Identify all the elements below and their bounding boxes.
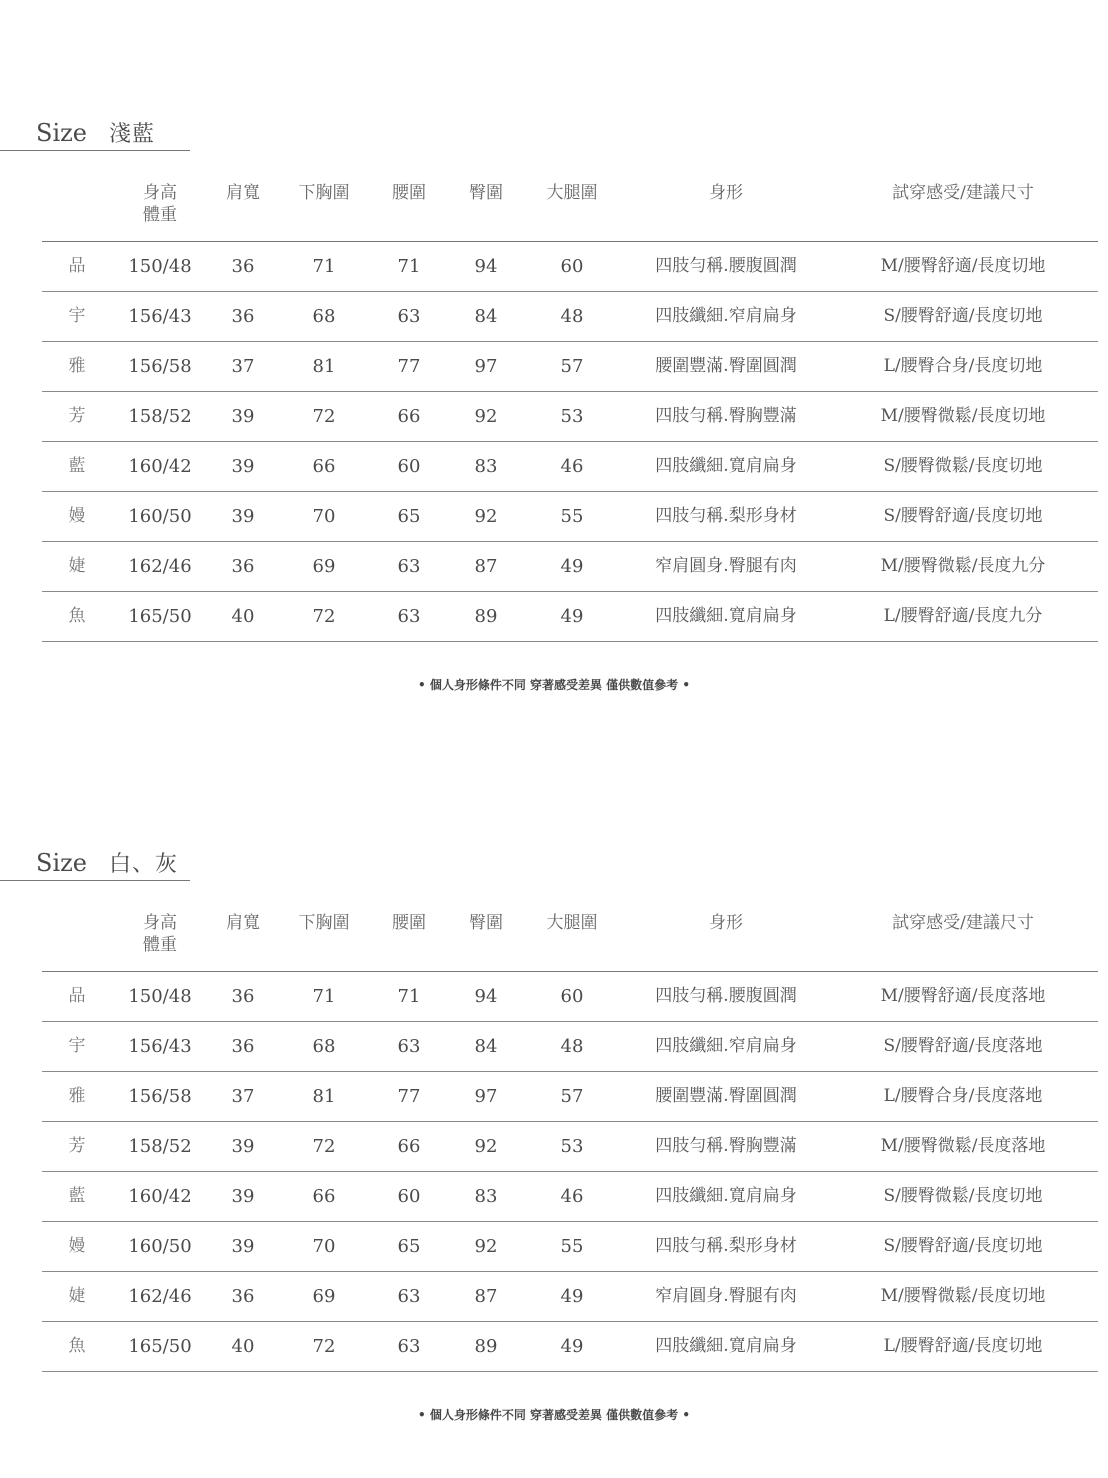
cell-underbust: 81 — [312, 356, 336, 377]
cell-body-shape: 四肢勻稱.腰腹圓潤 — [655, 986, 797, 1006]
cell-body-shape: 四肢纖細.寬肩扁身 — [655, 456, 797, 476]
header-waist: 腰圍 — [392, 913, 426, 933]
cell-hip: 83 — [474, 456, 498, 477]
cell-hip: 94 — [474, 256, 498, 277]
color-label: 白、灰 — [108, 852, 178, 877]
cell-model-name: 魚 — [68, 606, 86, 626]
cell-fit-suggestion: L/腰臀舒適/長度九分 — [883, 606, 1043, 626]
size-table — [42, 904, 1098, 1372]
cell-underbust: 72 — [312, 1336, 336, 1357]
cell-shoulder: 37 — [231, 1086, 255, 1107]
title-underline — [0, 150, 190, 151]
cell-hip: 92 — [474, 1136, 498, 1157]
cell-height-weight: 150/48 — [128, 986, 192, 1007]
cell-fit-suggestion: S/腰臀舒適/長度落地 — [883, 1036, 1043, 1056]
cell-thigh: 55 — [560, 506, 584, 527]
table-row — [42, 1022, 1098, 1072]
cell-shoulder: 36 — [231, 1036, 255, 1057]
cell-model-name: 魚 — [68, 1336, 86, 1356]
cell-underbust: 70 — [312, 506, 336, 527]
cell-waist: 66 — [397, 406, 421, 427]
cell-underbust: 71 — [312, 256, 336, 277]
size-label: Size — [36, 849, 87, 877]
cell-height-weight: 160/50 — [128, 1236, 192, 1257]
header-height-weight: 身高 體重 — [143, 913, 177, 955]
cell-model-name: 嫚 — [68, 506, 86, 526]
cell-underbust: 72 — [312, 1136, 336, 1157]
cell-body-shape: 四肢勻稱.臀胸豐滿 — [655, 1136, 797, 1156]
cell-hip: 94 — [474, 986, 498, 1007]
cell-underbust: 66 — [312, 1186, 336, 1207]
header-fit-suggestion: 試穿感受/建議尺寸 — [892, 183, 1034, 203]
cell-model-name: 婕 — [68, 556, 86, 576]
cell-hip: 89 — [474, 1336, 498, 1357]
cell-body-shape: 四肢纖細.窄肩扁身 — [655, 1036, 797, 1056]
cell-underbust: 72 — [312, 406, 336, 427]
cell-hip: 92 — [474, 506, 498, 527]
cell-waist: 77 — [397, 1086, 421, 1107]
cell-shoulder: 40 — [231, 606, 255, 627]
header-underbust: 下胸圍 — [298, 913, 350, 933]
cell-thigh: 49 — [560, 606, 584, 627]
cell-waist: 63 — [397, 1336, 421, 1357]
cell-model-name: 雅 — [68, 1086, 86, 1106]
table-header — [42, 904, 1098, 972]
cell-underbust: 68 — [312, 1036, 336, 1057]
cell-fit-suggestion: M/腰臀微鬆/長度九分 — [880, 556, 1046, 576]
cell-hip: 97 — [474, 356, 498, 377]
cell-body-shape: 四肢纖細.寬肩扁身 — [655, 1186, 797, 1206]
cell-model-name: 嫚 — [68, 1236, 86, 1256]
cell-height-weight: 165/50 — [128, 1336, 192, 1357]
cell-thigh: 60 — [560, 986, 584, 1007]
cell-fit-suggestion: L/腰臀合身/長度落地 — [883, 1086, 1043, 1106]
cell-hip: 83 — [474, 1186, 498, 1207]
cell-waist: 65 — [397, 1236, 421, 1257]
cell-model-name: 雅 — [68, 356, 86, 376]
cell-model-name: 品 — [68, 256, 86, 276]
table-row — [42, 1172, 1098, 1222]
cell-shoulder: 39 — [231, 406, 255, 427]
cell-fit-suggestion: L/腰臀舒適/長度切地 — [883, 1336, 1043, 1356]
color-label: 淺藍 — [108, 122, 155, 147]
cell-thigh: 53 — [560, 406, 584, 427]
cell-fit-suggestion: S/腰臀舒適/長度切地 — [883, 506, 1043, 526]
cell-thigh: 60 — [560, 256, 584, 277]
cell-waist: 66 — [397, 1136, 421, 1157]
cell-fit-suggestion: S/腰臀舒適/長度切地 — [883, 306, 1043, 326]
cell-shoulder: 39 — [231, 1236, 255, 1257]
cell-waist: 60 — [397, 456, 421, 477]
cell-body-shape: 四肢纖細.窄肩扁身 — [655, 306, 797, 326]
cell-shoulder: 37 — [231, 356, 255, 377]
cell-height-weight: 162/46 — [128, 556, 192, 577]
cell-height-weight: 150/48 — [128, 256, 192, 277]
cell-thigh: 48 — [560, 1036, 584, 1057]
cell-shoulder: 40 — [231, 1336, 255, 1357]
table-row — [42, 392, 1098, 442]
header-body-shape: 身形 — [709, 183, 743, 203]
cell-underbust: 69 — [312, 1286, 336, 1307]
cell-body-shape: 腰圍豐滿.臀圍圓潤 — [655, 356, 797, 376]
cell-body-shape: 四肢勻稱.梨形身材 — [655, 1236, 797, 1256]
cell-hip: 87 — [474, 1286, 498, 1307]
size-table — [42, 174, 1098, 642]
cell-shoulder: 36 — [231, 986, 255, 1007]
cell-fit-suggestion: M/腰臀微鬆/長度落地 — [880, 1136, 1046, 1156]
header-fit-suggestion: 試穿感受/建議尺寸 — [892, 913, 1034, 933]
cell-height-weight: 162/46 — [128, 1286, 192, 1307]
cell-height-weight: 158/52 — [128, 1136, 192, 1157]
cell-body-shape: 腰圍豐滿.臀圍圓潤 — [655, 1086, 797, 1106]
cell-underbust: 69 — [312, 556, 336, 577]
table-row — [42, 542, 1098, 592]
cell-waist: 65 — [397, 506, 421, 527]
header-body-shape: 身形 — [709, 913, 743, 933]
cell-shoulder: 39 — [231, 1136, 255, 1157]
header-shoulder: 肩寬 — [226, 183, 260, 203]
header-thigh: 大腿圍 — [546, 183, 598, 203]
cell-shoulder: 36 — [231, 1286, 255, 1307]
cell-hip: 89 — [474, 606, 498, 627]
cell-fit-suggestion: S/腰臀微鬆/長度切地 — [883, 456, 1043, 476]
reference-note: • 個人身形條件不同 穿著感受差異 僅供數值參考 • — [417, 678, 691, 692]
cell-underbust: 68 — [312, 306, 336, 327]
cell-body-shape: 窄肩圓身.臀腿有肉 — [655, 556, 797, 576]
cell-waist: 71 — [397, 986, 421, 1007]
cell-model-name: 芳 — [68, 1136, 86, 1156]
table-row — [42, 442, 1098, 492]
cell-thigh: 57 — [560, 356, 584, 377]
cell-height-weight: 165/50 — [128, 606, 192, 627]
cell-height-weight: 156/43 — [128, 1036, 192, 1057]
cell-thigh: 49 — [560, 1286, 584, 1307]
cell-model-name: 宇 — [68, 306, 86, 326]
cell-model-name: 藍 — [68, 456, 86, 476]
title-underline — [0, 880, 190, 881]
cell-fit-suggestion: L/腰臀合身/長度切地 — [883, 356, 1043, 376]
table-row — [42, 1122, 1098, 1172]
cell-model-name: 藍 — [68, 1186, 86, 1206]
cell-shoulder: 39 — [231, 506, 255, 527]
cell-fit-suggestion: M/腰臀舒適/長度落地 — [880, 986, 1046, 1006]
cell-thigh: 49 — [560, 1336, 584, 1357]
cell-hip: 84 — [474, 306, 498, 327]
size-label: Size — [36, 119, 87, 147]
header-hip: 臀圍 — [469, 183, 503, 203]
cell-thigh: 48 — [560, 306, 584, 327]
cell-waist: 63 — [397, 1036, 421, 1057]
cell-body-shape: 四肢勻稱.梨形身材 — [655, 506, 797, 526]
header-waist: 腰圍 — [392, 183, 426, 203]
cell-body-shape: 四肢纖細.寬肩扁身 — [655, 1336, 797, 1356]
cell-thigh: 46 — [560, 1186, 584, 1207]
cell-waist: 63 — [397, 556, 421, 577]
table-header — [42, 174, 1098, 242]
cell-height-weight: 160/42 — [128, 456, 192, 477]
cell-height-weight: 160/42 — [128, 1186, 192, 1207]
cell-thigh: 46 — [560, 456, 584, 477]
cell-hip: 92 — [474, 406, 498, 427]
cell-hip: 84 — [474, 1036, 498, 1057]
table-row — [42, 1322, 1098, 1372]
cell-underbust: 72 — [312, 606, 336, 627]
cell-height-weight: 156/43 — [128, 306, 192, 327]
cell-model-name: 婕 — [68, 1286, 86, 1306]
table-row — [42, 492, 1098, 542]
section-title — [36, 848, 178, 878]
cell-waist: 77 — [397, 356, 421, 377]
cell-hip: 92 — [474, 1236, 498, 1257]
header-hip: 臀圍 — [469, 913, 503, 933]
cell-fit-suggestion: S/腰臀微鬆/長度切地 — [883, 1186, 1043, 1206]
cell-model-name: 品 — [68, 986, 86, 1006]
cell-model-name: 宇 — [68, 1036, 86, 1056]
cell-underbust: 81 — [312, 1086, 336, 1107]
cell-fit-suggestion: M/腰臀微鬆/長度切地 — [880, 406, 1046, 426]
table-row — [42, 1222, 1098, 1272]
cell-underbust: 71 — [312, 986, 336, 1007]
cell-hip: 87 — [474, 556, 498, 577]
table-row — [42, 592, 1098, 642]
cell-shoulder: 39 — [231, 1186, 255, 1207]
cell-hip: 97 — [474, 1086, 498, 1107]
cell-waist: 71 — [397, 256, 421, 277]
header-shoulder: 肩寬 — [226, 913, 260, 933]
cell-thigh: 57 — [560, 1086, 584, 1107]
cell-underbust: 70 — [312, 1236, 336, 1257]
table-row — [42, 242, 1098, 292]
reference-note: • 個人身形條件不同 穿著感受差異 僅供數值參考 • — [417, 1408, 691, 1422]
header-thigh: 大腿圍 — [546, 913, 598, 933]
cell-thigh: 55 — [560, 1236, 584, 1257]
cell-body-shape: 窄肩圓身.臀腿有肉 — [655, 1286, 797, 1306]
cell-height-weight: 156/58 — [128, 356, 192, 377]
cell-height-weight: 156/58 — [128, 1086, 192, 1107]
section-title — [36, 118, 155, 148]
cell-shoulder: 36 — [231, 556, 255, 577]
cell-shoulder: 36 — [231, 256, 255, 277]
table-row — [42, 292, 1098, 342]
cell-fit-suggestion: M/腰臀微鬆/長度切地 — [880, 1286, 1046, 1306]
cell-waist: 63 — [397, 1286, 421, 1307]
cell-body-shape: 四肢勻稱.臀胸豐滿 — [655, 406, 797, 426]
table-row — [42, 342, 1098, 392]
cell-height-weight: 160/50 — [128, 506, 192, 527]
cell-model-name: 芳 — [68, 406, 86, 426]
header-underbust: 下胸圍 — [298, 183, 350, 203]
cell-body-shape: 四肢纖細.寬肩扁身 — [655, 606, 797, 626]
table-row — [42, 972, 1098, 1022]
table-row — [42, 1072, 1098, 1122]
header-height-weight: 身高 體重 — [143, 183, 177, 225]
cell-body-shape: 四肢勻稱.腰腹圓潤 — [655, 256, 797, 276]
cell-height-weight: 158/52 — [128, 406, 192, 427]
cell-waist: 60 — [397, 1186, 421, 1207]
cell-waist: 63 — [397, 306, 421, 327]
cell-thigh: 49 — [560, 556, 584, 577]
cell-fit-suggestion: M/腰臀舒適/長度切地 — [880, 256, 1046, 276]
cell-shoulder: 36 — [231, 306, 255, 327]
cell-thigh: 53 — [560, 1136, 584, 1157]
cell-shoulder: 39 — [231, 456, 255, 477]
cell-underbust: 66 — [312, 456, 336, 477]
table-row — [42, 1272, 1098, 1322]
cell-waist: 63 — [397, 606, 421, 627]
cell-fit-suggestion: S/腰臀舒適/長度切地 — [883, 1236, 1043, 1256]
